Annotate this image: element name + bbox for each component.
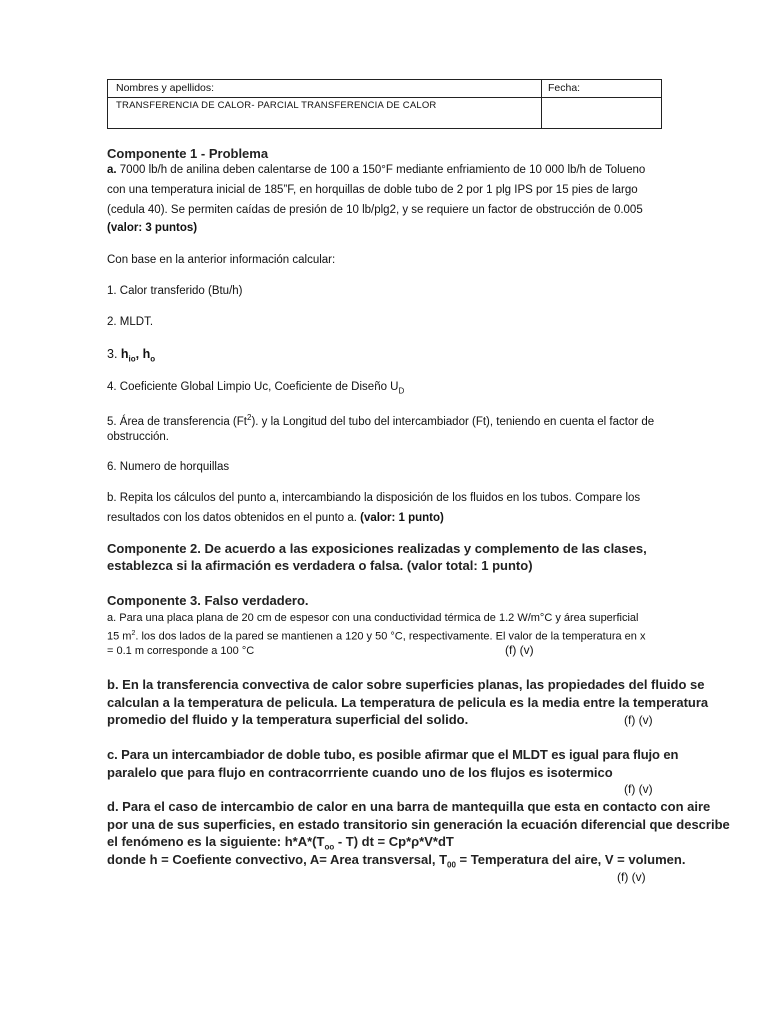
names-label: Nombres y apellidos: xyxy=(116,82,215,94)
statement-d-def-b: = Temperatura del aire, V = volumen. xyxy=(455,852,686,867)
item-5-line-1 xyxy=(107,408,654,432)
component-3-title: Componente 3. Falso verdadero. xyxy=(107,593,309,608)
statement-d-eq-sub: oo xyxy=(324,842,335,852)
base-text: Con base en la anterior información calcular: xyxy=(107,254,336,266)
part-b-line-2 xyxy=(107,508,444,528)
item-5-text-a: 5. Área de transferencia (Ft xyxy=(107,415,247,428)
date-label: Fecha: xyxy=(548,82,581,94)
item-5-line-2: obstrucción. xyxy=(107,431,170,443)
component-2-line-1: Componente 2. De acuerdo a las exposiciones realizadas y complemento de las clases, xyxy=(107,541,647,556)
statement-a-line-1: a. Para una placa plana de 20 cm de espesor con una conductividad térmica de 1.2 W/m°C y área superficial xyxy=(107,612,639,624)
statement-d-def-a: donde h = Coefiente convectivo, A= Area transversal, T xyxy=(107,852,448,867)
statement-c-fv[interactable]: (f) (v) xyxy=(624,782,653,796)
item-5-sup: 2 xyxy=(246,413,252,422)
problem-a-line-3: (cedula 40). Se permiten caídas de presión de 10 lb/plg2, y se requiere un factor de obstrucción de 0.005 xyxy=(107,204,643,216)
component-1-title: Componente 1 - Problema xyxy=(107,146,269,161)
item-4 xyxy=(107,377,404,401)
item-3-h: h xyxy=(120,347,129,361)
statement-a-fv[interactable]: (f) (v) xyxy=(505,643,534,657)
course-title: TRANSFERENCIA DE CALOR- PARCIAL TRANSFERENCIA DE CALOR xyxy=(116,100,437,111)
statement-d-eq-b: - T) dt = Cp*ρ*V*dT xyxy=(334,834,454,849)
statement-c-line-2: paralelo que para flujo en contracorrriente cuando uno de los flujos es isotermico xyxy=(107,765,613,780)
item-4-sub: D xyxy=(398,386,405,396)
component-2-line-2: establezca si la afirmación es verdadera o falsa. (valor total: 1 punto) xyxy=(107,558,533,573)
statement-d-def-sub: 00 xyxy=(447,860,456,870)
statement-b-line-2: calculan a la temperatura de pelicula. La temperatura de pelicula es la media entre la temperatura xyxy=(107,695,709,710)
statement-a-text: . los dos lados de la pared se mantienen a 120 y 50 °C, respectivamente. El valor de la temperatura en x xyxy=(135,630,646,643)
statement-b-fv[interactable]: (f) (v) xyxy=(624,713,653,727)
problem-a-line-1 xyxy=(107,160,645,180)
item-2: 2. MLDT. xyxy=(107,316,154,328)
item-3-number: 3. xyxy=(107,347,121,361)
statement-d-line-2: por una de sus superficies, en estado transitorio sin generación la ecuación diferencial que describe xyxy=(107,817,730,832)
item-3-mid: , h xyxy=(135,347,151,361)
statement-d-line-4 xyxy=(107,851,685,875)
statement-c-line-1: c. Para un intercambiador de doble tubo, es posible afirmar que el MLDT es igual para flujo en xyxy=(107,747,679,762)
header-table xyxy=(107,79,662,129)
item-5-text-b: ). y la Longitud del tubo del intercambiador (Ft), teniendo en cuenta el factor de xyxy=(251,415,655,428)
statement-a-sup: 2 xyxy=(131,630,136,637)
item-3-sub-o: o xyxy=(150,354,156,364)
problem-a-letter: a. xyxy=(107,164,117,176)
statement-b-line-3: promedio del fluido y la temperatura superficial del solido. xyxy=(107,712,469,727)
statement-d-eq-a: el fenómeno es la siguiente: h*A*(T xyxy=(107,834,325,849)
statement-d-line-1: d. Para el caso de intercambio de calor en una barra de mantequilla que esta en contacto con aire xyxy=(107,799,711,814)
part-b-value: (valor: 1 punto) xyxy=(356,512,444,524)
item-3 xyxy=(107,344,155,370)
item-4-text: 4. Coeficiente Global Limpio Uc, Coeficiente de Diseño U xyxy=(107,381,399,393)
problem-a-line-2: con una temperatura inicial de 185”F, en horquillas de doble tubo de 2 por 1 plg IPS por 15 pies de largo xyxy=(107,184,638,196)
header-divider xyxy=(541,80,542,128)
problem-a-text-1: 7000 lb/h de anilina deben calentarse de 100 a 150°F mediante enfriamiento de 10 000 lb/h de Tolueno xyxy=(116,164,646,176)
statement-d-fv[interactable]: (f) (v) xyxy=(617,870,646,884)
part-b-line-1: b. Repita los cálculos del punto a, intercambiando la disposición de los fluidos en los tubos. Compare los xyxy=(107,492,641,504)
statement-b-line-1: b. En la transferencia convectiva de calor sobre superficies planas, las propiedades del fluido se xyxy=(107,677,705,692)
item-3-sub-io: io xyxy=(128,354,136,364)
statement-a-area: 15 m xyxy=(107,630,132,643)
part-b-text: resultados con los datos obtenidos en el punto a. xyxy=(107,512,357,524)
item-1: 1. Calor transferido (Btu/h) xyxy=(107,285,243,297)
header-row-divider xyxy=(108,97,661,98)
statement-a-line-3: = 0.1 m corresponde a 100 °C xyxy=(107,645,255,657)
item-6: 6. Numero de horquillas xyxy=(107,461,230,473)
problem-a-value: (valor: 3 puntos) xyxy=(107,222,198,234)
